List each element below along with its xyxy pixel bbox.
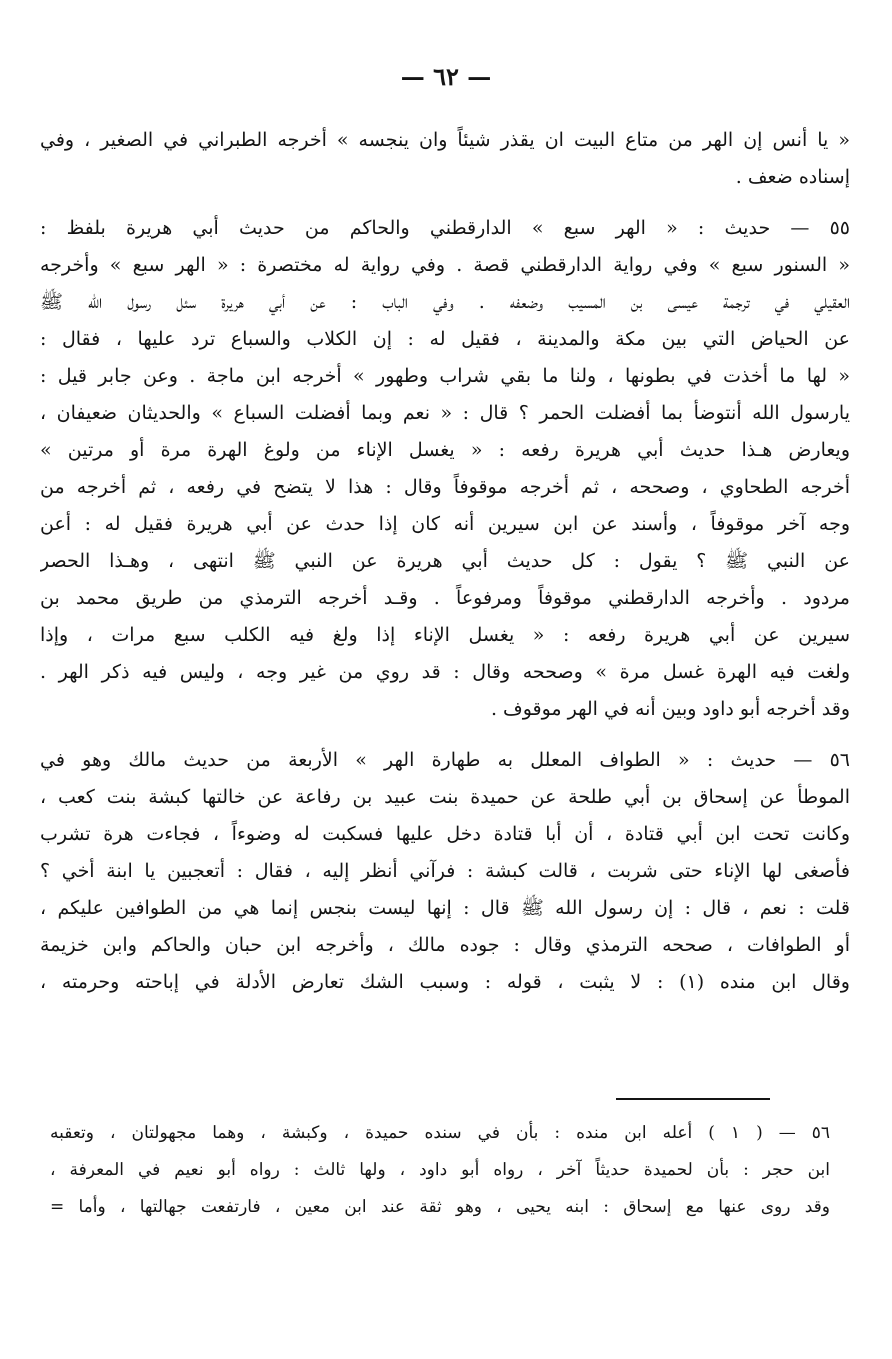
text-line: العقيلي في ترجمة عيسى بن المسيب وضعفه . وفي الباب : عن أبي هريرة سئل رسول الله ﷺ (40, 291, 850, 313)
text-line: عن النبي ﷺ ؟ يقول : كل حديث أبي هريرة عن النبي ﷺ انتهى ، وهـذا الحصر (40, 550, 850, 572)
text-line: يارسول الله أنتوضأ بما أفضلت الحمر ؟ قال : « نعم وبما أفضلت السباع » والحديثان ضعيفان ، (40, 402, 850, 424)
text-line: فأصغى لها الإناء حتى شربت ، قالت كبشة : فرآني أنظر إليه ، فقال : أتعجبين يا ابنة أخي ؟ (40, 860, 850, 882)
text-line: « السنور سبع » وفي رواية الدارقطني قصة . وفي رواية له مختصرة : « الهر سبع » وأخرجه (40, 254, 850, 276)
text-line: ٥٦ — حديث : « الطواف المعلل به طهارة الهر » الأربعة من حديث مالك وهو في (40, 749, 850, 771)
footnote-line: ٥٦ — ( ١ ) أعله ابن منده : بأن في سنده حميدة ، وكبشة ، وهما مجهولتان ، وتعقبه (50, 1123, 830, 1143)
text-line: ويعارض هـذا حديث أبي هريرة رفعه : « يغسل الإناء من ولوغ الهرة مرة أو مرتين » (40, 439, 850, 461)
main-text (40, 122, 850, 1001)
text-line: ٥٥ — حديث : « الهر سبع » الدارقطني والحاكم من حديث أبي هريرة بلفظ : (40, 217, 850, 239)
footnotes (50, 1115, 830, 1226)
text-line: مردود . وأخرجه الدارقطني موقوفاً ومرفوعاً . وقـد أخرجه الترمذي من طريق محمد بن (40, 587, 850, 609)
text-line: الموطأ عن إسحاق بن أبي طلحة عن حميدة بنت عبيد بن رفاعة عن خالتها كبشة بنت كعب ، (40, 786, 850, 808)
text-line: سيرين عن أبي هريرة رفعه : « يغسل الإناء إذا ولغ فيه الكلب سبع مرات ، وإذا (40, 624, 850, 646)
text-line: « يا أنس إن الهر من متاع البيت ان يقذر شيئاً وان ينجسه » أخرجه الطبراني في الصغير ، وفي (40, 129, 850, 151)
footnote-separator (616, 1098, 770, 1100)
text-line: وكانت تحت ابن أبي قتادة ، أن أبا قتادة دخل عليها فسكبت له وضوءاً ، فجاءت هرة تشرب (40, 823, 850, 845)
text-line: أو الطوافات ، صححه الترمذي وقال : جوده مالك ، وأخرجه ابن حبان والحاكم وابن خزيمة (40, 934, 850, 956)
footnote-line: وقد روى عنها مع إسحاق : ابنه يحيى ، وهو ثقة عند ابن معين ، فارتفعت جهالتها ، وأما = (50, 1197, 830, 1217)
text-line: « لها ما أخذت في بطونها ، ولنا ما بقي شراب وطهور » أخرجه ابن ماجة . وعن جابر قيل : (40, 365, 850, 387)
paragraph-gap (40, 728, 850, 742)
text-line: وجه آخر موقوفاً ، وأسند عن ابن سيرين أنه كان إذا حدث عن أبي هريرة فقيل له : أعن (40, 513, 850, 535)
text-line: أخرجه الطحاوي ، وصححه ، ثم أخرجه موقوفاً وقال : هذا لا يتضح في رفعه ، ثم أخرجه من (40, 476, 850, 498)
footnote-line: ابن حجر : بأن لحميدة حديثاً آخر ، رواه أبو داود ، ولها ثالث : رواه أبو نعيم في المعرفة ، (50, 1160, 830, 1180)
paragraph-gap (40, 196, 850, 210)
text-line: ولغت فيه الهرة غسل مرة » وصححه وقال : قد روي من غير وجه ، وليس فيه ذكر الهر . (40, 661, 850, 683)
text-line: قلت : نعم ، قال : إن رسول الله ﷺ قال : إنها ليست بنجس إنما هي من الطوافين عليكم ، (40, 897, 850, 919)
page-number: — ٦٢ — (400, 62, 492, 91)
text-line: وقال ابن منده (١) : لا يثبت ، قوله : وسبب الشك تعارض الأدلة في إباحته وحرمته ، (40, 971, 850, 993)
text-line: عن الحياض التي بين مكة والمدينة ، فقيل له : إن الكلاب والسباع ترد عليها ، فقال : (40, 328, 850, 350)
text-line: إسناده ضعف . (735, 166, 850, 188)
text-line: وقد أخرجه أبو داود وبين أنه في الهر موقوف . (490, 698, 850, 720)
